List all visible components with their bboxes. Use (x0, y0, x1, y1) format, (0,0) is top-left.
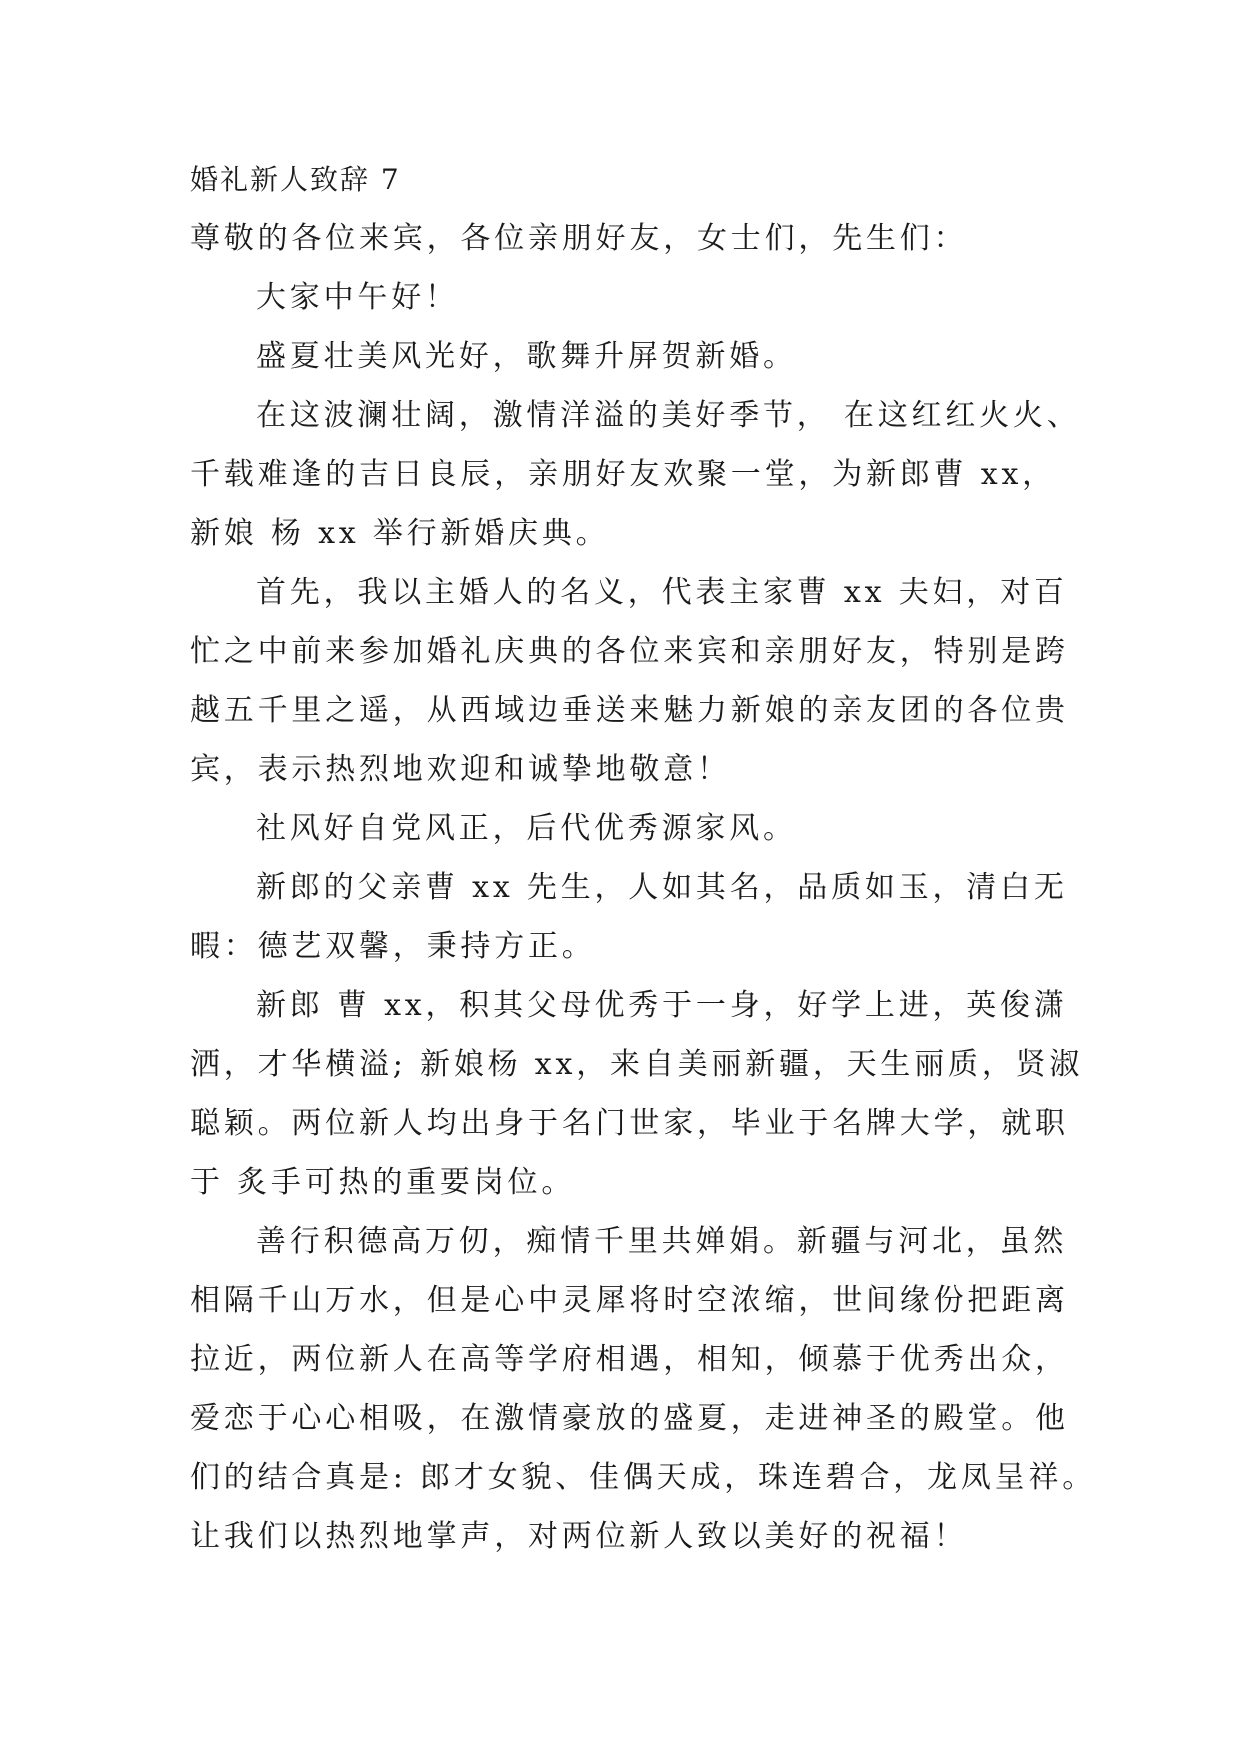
paragraph-line: 社风好自党风正，后代优秀源家风。 (256, 811, 797, 846)
paragraph-line: 大家中午好！ (256, 280, 459, 315)
paragraph-line: 新娘 杨 xx 举行新婚庆典。 (190, 516, 610, 551)
paragraph-line: 爱恋于心心相吸，在激情豪放的盛夏，走进神圣的殿堂。他 (190, 1401, 1069, 1436)
paragraph-line: 于 炙手可热的重要岗位。 (190, 1165, 576, 1200)
paragraph-line: 尊敬的各位来宾，各位亲朋好友，女士们，先生们： (190, 221, 968, 256)
document-body (190, 209, 1097, 1566)
document-page (190, 150, 1097, 1566)
document-title: 婚礼新人致辞 7 (190, 163, 401, 196)
paragraph-line: 盛夏壮美风光好，歌舞升屏贺新婚。 (256, 339, 797, 374)
paragraph-line: 拉近，两位新人在高等学府相遇，相知，倾慕于优秀出众， (190, 1342, 1069, 1377)
paragraph-line: 首先，我以主婚人的名义，代表主家曹 xx 夫妇，对百 (256, 575, 1068, 610)
paragraph-line: 越五千里之遥，从西域边垂送来魅力新娘的亲友团的各位贵 (190, 693, 1069, 728)
paragraph-line: 相隔千山万水，但是心中灵犀将时空浓缩，世间缘份把距离 (190, 1283, 1069, 1318)
paragraph-line: 在这波澜壮阔，激情洋溢的美好季节， 在这红红火火、 (256, 398, 1081, 433)
paragraph-line: 暇：德艺双馨，秉持方正。 (190, 929, 596, 964)
paragraph-line: 千载难逢的吉日良辰，亲朋好友欢聚一堂，为新郎曹 xx， (190, 457, 1056, 492)
paragraph-line: 善行积德高万仞，痴情千里共婵娟。新疆与河北，虽然 (256, 1224, 1068, 1259)
paragraph-line: 洒，才华横溢; 新娘杨 xx，来自美丽新疆，天生丽质，贤淑 (190, 1047, 1084, 1082)
paragraph-line: 让我们以热烈地掌声，对两位新人致以美好的祝福！ (190, 1519, 968, 1554)
paragraph-line: 新郎 曹 xx，积其父母优秀于一身，好学上进，英俊潇 (256, 988, 1068, 1023)
paragraph-line: 宾，表示热烈地欢迎和诚挚地敬意！ (190, 752, 731, 787)
paragraph-line: 忙之中前来参加婚礼庆典的各位来宾和亲朋好友，特别是跨 (190, 634, 1069, 669)
paragraph-line: 聪颖。两位新人均出身于名门世家，毕业于名牌大学，就职 (190, 1106, 1069, 1141)
paragraph-line: 们的结合真是: 郎才女貌、佳偶天成，珠连碧合，龙凤呈祥。 (190, 1460, 1097, 1495)
paragraph-line: 新郎的父亲曹 xx 先生，人如其名，品质如玉，清白无 (256, 870, 1068, 905)
